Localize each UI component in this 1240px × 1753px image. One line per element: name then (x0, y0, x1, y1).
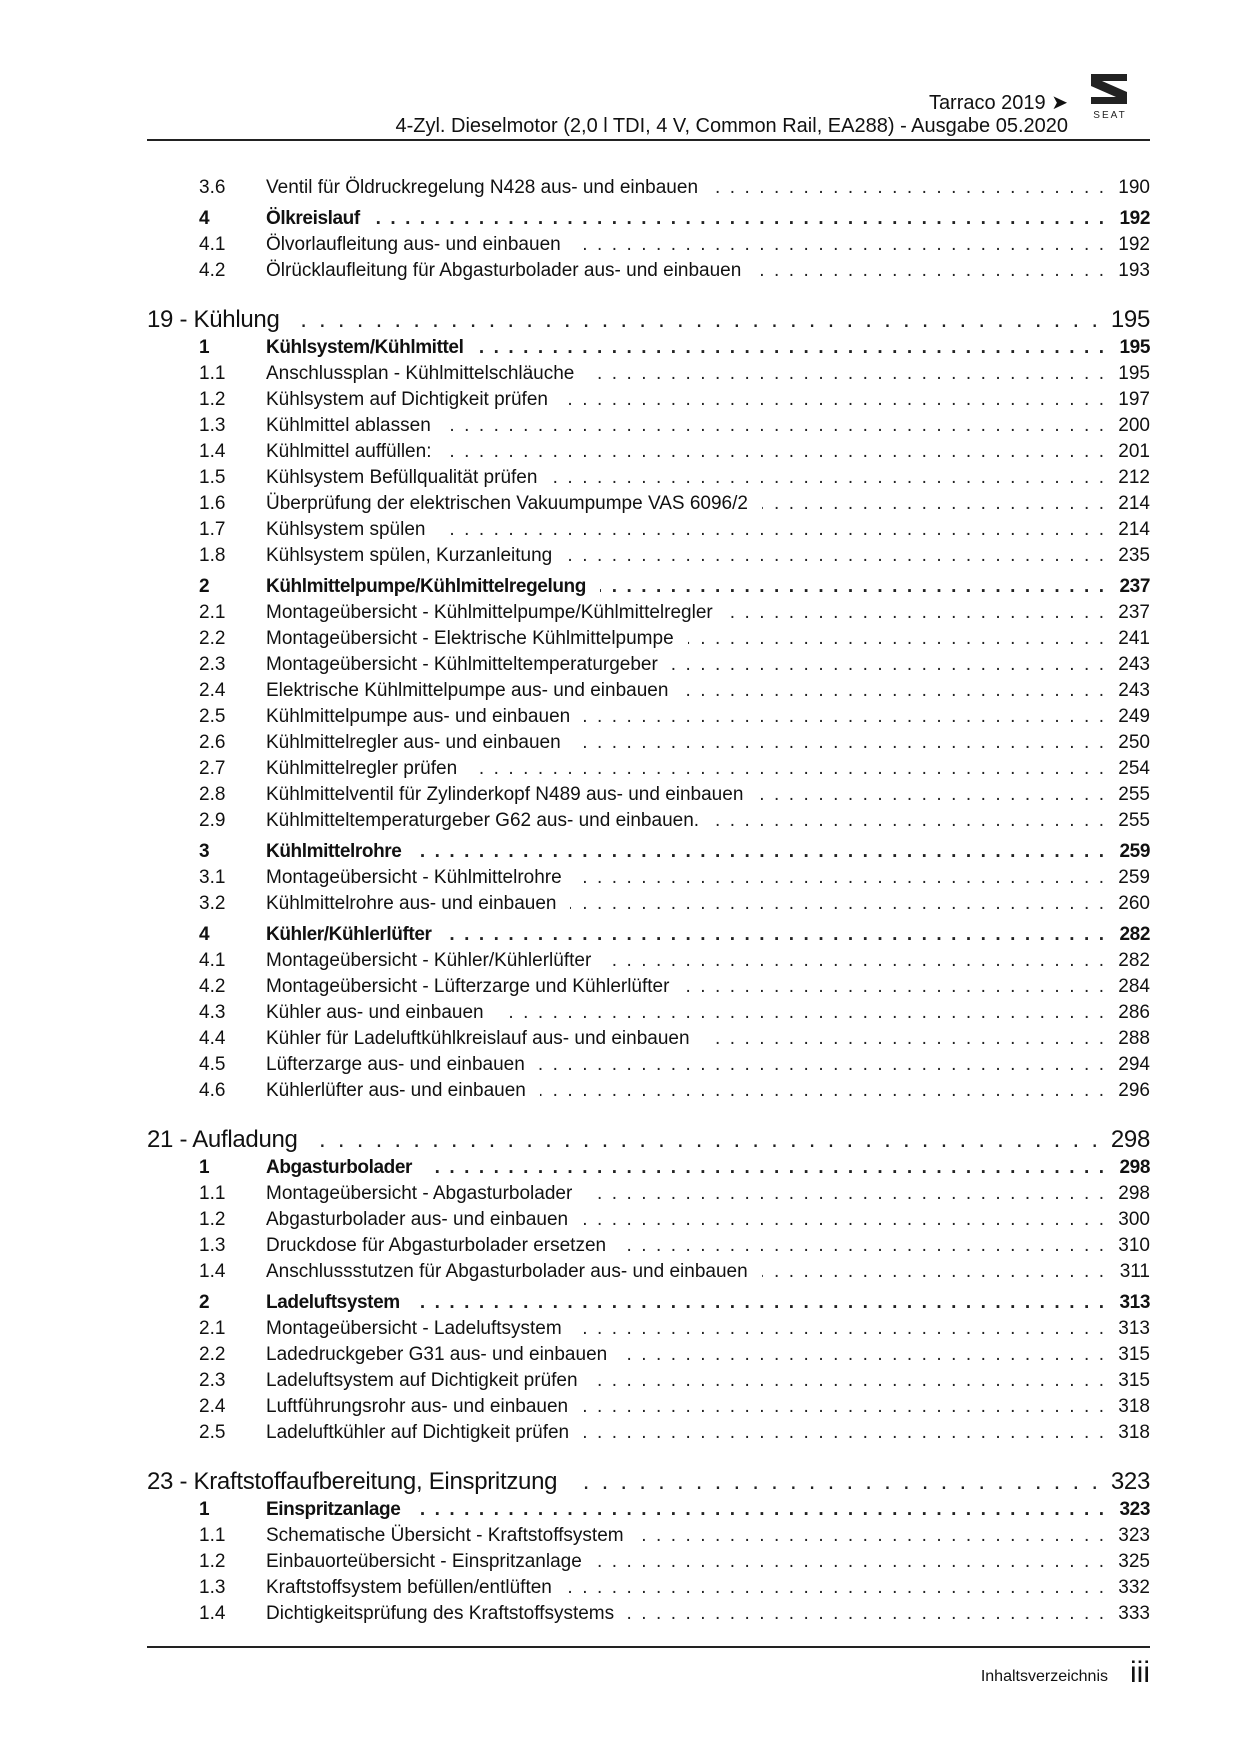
toc-entry[interactable] (147, 782, 1150, 808)
footer-divider (147, 1646, 1150, 1648)
toc-entry[interactable] (147, 1078, 1150, 1104)
dot-leader (584, 706, 1104, 728)
toc-entry[interactable] (147, 808, 1150, 834)
toc-number: 4.1 (199, 950, 226, 971)
dot-leader (621, 1344, 1104, 1366)
toc-number: 1.6 (199, 493, 226, 514)
dot-leader (445, 441, 1104, 463)
dot-leader (477, 337, 1104, 359)
toc-page-number: 333 (1118, 1603, 1150, 1624)
toc-page-number: 300 (1118, 1209, 1150, 1230)
toc-section[interactable] (147, 1155, 1150, 1181)
dot-leader (605, 950, 1104, 972)
dot-leader (571, 1468, 1098, 1496)
toc-number: 2.8 (199, 784, 226, 805)
toc-entry[interactable] (147, 1259, 1150, 1285)
toc-title: Kühlsystem auf Dichtigkeit prüfen (266, 389, 548, 410)
toc-page-number: 318 (1118, 1422, 1150, 1443)
footer-section-name: Inhaltsverzeichnis (980, 1668, 1108, 1685)
toc-page-number: 192 (1118, 234, 1150, 255)
toc-title: Kühlmittelrohre (266, 841, 402, 862)
dot-leader (539, 1054, 1104, 1076)
dot-leader (446, 924, 1104, 946)
toc-number: 2.1 (199, 1318, 226, 1339)
toc-page-number: 284 (1118, 976, 1150, 997)
toc-entry[interactable] (147, 465, 1150, 491)
toc-entry[interactable] (147, 1026, 1150, 1052)
toc-page-number: 241 (1118, 628, 1150, 649)
toc-entry[interactable] (147, 1549, 1150, 1575)
dot-leader (682, 680, 1104, 702)
toc-number: 1.7 (199, 519, 226, 540)
toc-number: 2.2 (199, 1344, 226, 1365)
dot-leader (638, 1525, 1104, 1547)
toc-page-number: 294 (1118, 1054, 1150, 1075)
dot-leader (755, 260, 1104, 282)
table-of-contents (147, 175, 1150, 1627)
toc-section[interactable] (147, 206, 1150, 232)
toc-number: 2.3 (199, 1370, 226, 1391)
toc-title: Kühlsystem spülen, Kurzanleitung (266, 545, 553, 566)
toc-number: 3.1 (199, 867, 226, 888)
toc-chapter[interactable] (147, 304, 1150, 335)
toc-title: Anschlussplan - Kühlmittelschläuche (266, 363, 575, 384)
toc-title: Druckdose für Abgasturbolader ersetzen (266, 1235, 607, 1256)
toc-section[interactable] (147, 839, 1150, 865)
toc-number: 3 (199, 841, 210, 862)
toc-page-number: 197 (1118, 389, 1150, 410)
toc-title: Schematische Übersicht - Kraftstoffsystem (266, 1525, 624, 1546)
toc-entry[interactable] (147, 865, 1150, 891)
toc-title: Montageübersicht - Kühlmittelpumpe/Kühlmittelregler (266, 602, 713, 623)
toc-title: Ölkreislauf (266, 208, 360, 229)
toc-page-number: 250 (1118, 732, 1150, 753)
toc-page-number: 318 (1118, 1396, 1150, 1417)
toc-page-number: 259 (1118, 867, 1150, 888)
toc-page-number: 311 (1119, 1261, 1150, 1282)
toc-page-number: 288 (1118, 1028, 1150, 1049)
dot-leader (414, 1499, 1104, 1521)
toc-page-number: 243 (1118, 654, 1150, 675)
footer-page-number: iii (1130, 1656, 1150, 1689)
toc-title: Einspritzanlage (266, 1499, 401, 1520)
toc-page-number: 325 (1118, 1551, 1150, 1572)
dot-leader (294, 306, 1098, 334)
toc-title: Dichtigkeitsprüfung des Kraftstoffsystems (266, 1603, 615, 1624)
toc-entry[interactable] (147, 1575, 1150, 1601)
toc-number: 4.3 (199, 1002, 226, 1023)
toc-number: 4.5 (199, 1054, 226, 1075)
toc-title: Lüfterzarge aus- und einbauen (266, 1054, 525, 1075)
toc-page-number: 212 (1118, 467, 1150, 488)
toc-title: Kühler für Ladeluftkühlkreislauf aus- und einbauen (266, 1028, 690, 1049)
toc-title: Luftführungsrohr aus- und einbauen (266, 1396, 569, 1417)
toc-title: Abgasturbolader (266, 1157, 413, 1178)
toc-title: Montageübersicht - Kühler/Kühlerlüfter (266, 950, 592, 971)
toc-page-number: 243 (1118, 680, 1150, 701)
toc-page-number: 332 (1118, 1577, 1150, 1598)
toc-page-number: 214 (1118, 519, 1150, 540)
toc-page-number: 237 (1119, 576, 1150, 597)
toc-entry[interactable] (147, 730, 1150, 756)
toc-entry[interactable] (147, 517, 1150, 543)
toc-title: Einbauorteübersicht - Einspritzanlage (266, 1551, 582, 1572)
toc-page-number: 298 (1110, 1125, 1150, 1153)
dot-leader (586, 1183, 1104, 1205)
toc-page-number: 193 (1118, 260, 1150, 281)
toc-page-number: 200 (1118, 415, 1150, 436)
toc-entry[interactable] (147, 1181, 1150, 1207)
toc-title: Kühlmittelregler aus- und einbauen (266, 732, 561, 753)
dot-leader (600, 576, 1104, 598)
toc-title: 23 - Kraftstoffaufbereitung, Einspritzung (147, 1467, 558, 1495)
toc-page-number: 323 (1110, 1467, 1150, 1495)
toc-entry[interactable] (147, 1316, 1150, 1342)
toc-page-number: 235 (1118, 545, 1150, 566)
toc-title: Kühlerlüfter aus- und einbauen (266, 1080, 526, 1101)
toc-entry[interactable] (147, 756, 1150, 782)
toc-page-number: 323 (1118, 1525, 1150, 1546)
toc-chapter[interactable] (147, 1466, 1150, 1497)
dot-leader (683, 976, 1104, 998)
dot-leader (312, 1126, 1098, 1154)
dot-leader (582, 1396, 1104, 1418)
toc-number: 1.1 (199, 363, 226, 384)
toc-title: Kühlmittelpumpe/Kühlmittelregelung (266, 576, 586, 597)
header-title: Tarraco 2019 ➤ (928, 92, 1068, 114)
dot-leader (592, 1370, 1104, 1392)
toc-number: 1.1 (199, 1183, 226, 1204)
toc-number: 4.4 (199, 1028, 226, 1049)
dot-leader (704, 1028, 1104, 1050)
toc-title: Montageübersicht - Elektrische Kühlmittelpumpe (266, 628, 674, 649)
dot-leader (582, 1209, 1104, 1231)
header-subtitle: 4-Zyl. Dieselmotor (2,0 l TDI, 4 V, Common Rail, EA288) - Ausgabe 05.2020 (395, 115, 1068, 137)
toc-page-number: 282 (1119, 924, 1150, 945)
dot-leader (713, 810, 1104, 832)
toc-title: Kühlmittel ablassen (266, 415, 431, 436)
toc-number: 1.3 (199, 415, 226, 436)
toc-entry[interactable] (147, 387, 1150, 413)
toc-entry[interactable] (147, 678, 1150, 704)
toc-page-number: 315 (1118, 1370, 1150, 1391)
toc-number: 1.8 (199, 545, 226, 566)
toc-title: Ladedruckgeber G31 aus- und einbauen (266, 1344, 608, 1365)
dot-leader (712, 177, 1104, 199)
toc-number: 2.2 (199, 628, 226, 649)
toc-title: Kühlsystem Befüllqualität prüfen (266, 467, 538, 488)
toc-entry[interactable] (147, 891, 1150, 917)
dot-leader (688, 628, 1104, 650)
toc-entry[interactable] (147, 1368, 1150, 1394)
toc-entry[interactable] (147, 948, 1150, 974)
toc-title: Kühler aus- und einbauen (266, 1002, 484, 1023)
toc-section[interactable] (147, 574, 1150, 600)
toc-page-number: 255 (1118, 810, 1150, 831)
dot-leader (727, 602, 1104, 624)
toc-title: Ladeluftkühler auf Dichtigkeit prüfen (266, 1422, 570, 1443)
toc-title: Kühlmittelregler prüfen (266, 758, 458, 779)
dot-leader (762, 493, 1104, 515)
toc-title: Ladeluftsystem (266, 1292, 400, 1313)
toc-number: 1.2 (199, 389, 226, 410)
header-divider (147, 139, 1150, 141)
seat-logo-icon (1085, 72, 1135, 120)
dot-leader (762, 1261, 1104, 1283)
toc-page-number: 190 (1118, 177, 1150, 198)
toc-title: Anschlussstutzen für Abgasturbolader aus- und einbauen (266, 1261, 748, 1282)
toc-number: 1.4 (199, 441, 226, 462)
toc-entry[interactable] (147, 258, 1150, 284)
toc-number: 1.5 (199, 467, 226, 488)
toc-entry[interactable] (147, 652, 1150, 678)
toc-number: 1 (199, 1499, 210, 1520)
toc-section[interactable] (147, 1497, 1150, 1523)
toc-page-number: 286 (1118, 1002, 1150, 1023)
dot-leader (583, 1422, 1104, 1444)
toc-number: 1.2 (199, 1551, 226, 1572)
toc-number: 1.3 (199, 1235, 226, 1256)
toc-number: 4.2 (199, 976, 226, 997)
toc-page-number: 192 (1119, 208, 1150, 229)
toc-number: 2.4 (199, 680, 226, 701)
dot-leader (445, 415, 1104, 437)
toc-number: 1.3 (199, 1577, 226, 1598)
dot-leader (540, 1080, 1104, 1102)
toc-title: Kühlmittelpumpe aus- und einbauen (266, 706, 571, 727)
dot-leader (628, 1603, 1104, 1625)
toc-chapter[interactable] (147, 1124, 1150, 1155)
toc-title: Montageübersicht - Ladeluftsystem (266, 1318, 562, 1339)
toc-entry[interactable] (147, 1233, 1150, 1259)
toc-entry[interactable] (147, 1207, 1150, 1233)
dot-leader (576, 1318, 1104, 1340)
dot-leader (566, 1577, 1104, 1599)
toc-page-number: 260 (1118, 893, 1150, 914)
toc-title: Kühler/Kühlerlüfter (266, 924, 432, 945)
toc-page-number: 201 (1118, 441, 1150, 462)
dot-leader (471, 758, 1104, 780)
toc-number: 1.4 (199, 1603, 226, 1624)
toc-entry[interactable] (147, 1342, 1150, 1368)
dot-leader (562, 389, 1104, 411)
toc-entry[interactable] (147, 974, 1150, 1000)
toc-number: 2.7 (199, 758, 226, 779)
dot-leader (551, 467, 1104, 489)
toc-number: 2.9 (199, 810, 226, 831)
toc-entry[interactable] (147, 543, 1150, 569)
dot-leader (757, 784, 1104, 806)
toc-entry[interactable] (147, 491, 1150, 517)
toc-number: 4.2 (199, 260, 226, 281)
dot-leader (374, 208, 1104, 230)
dot-leader (426, 1157, 1104, 1179)
toc-title: Ölvorlaufleitung aus- und einbauen (266, 234, 561, 255)
toc-number: 2.1 (199, 602, 226, 623)
toc-entry[interactable] (147, 704, 1150, 730)
toc-entry[interactable] (147, 600, 1150, 626)
toc-title: Überprüfung der elektrischen Vakuumpumpe VAS 6096/2 (266, 493, 748, 514)
toc-page-number: 195 (1118, 363, 1150, 384)
toc-title: 19 - Kühlung (147, 305, 280, 333)
toc-title: Montageübersicht - Kühlmitteltemperaturgeber (266, 654, 658, 675)
toc-number: 1.4 (199, 1261, 226, 1282)
toc-title: Ladeluftsystem auf Dichtigkeit prüfen (266, 1370, 578, 1391)
toc-number: 4.6 (199, 1080, 226, 1101)
toc-number: 1.2 (199, 1209, 226, 1230)
toc-page-number: 254 (1118, 758, 1150, 779)
toc-page-number: 313 (1118, 1318, 1150, 1339)
dot-leader (575, 732, 1104, 754)
toc-entry[interactable] (147, 1601, 1150, 1627)
toc-title: Kühlmittelrohre aus- und einbauen (266, 893, 557, 914)
toc-entry[interactable] (147, 1052, 1150, 1078)
toc-number: 4 (199, 924, 210, 945)
toc-entry[interactable] (147, 1394, 1150, 1420)
toc-entry[interactable] (147, 1523, 1150, 1549)
toc-title: Montageübersicht - Kühlmittelrohre (266, 867, 562, 888)
toc-page-number: 310 (1118, 1235, 1150, 1256)
dot-leader (596, 1551, 1104, 1573)
dot-leader (439, 519, 1104, 541)
dot-leader (672, 654, 1104, 676)
toc-entry[interactable] (147, 1420, 1150, 1446)
toc-title: Ventil für Öldruckregelung N428 aus- und einbauen (266, 177, 699, 198)
toc-page-number: 315 (1118, 1344, 1150, 1365)
toc-page-number: 323 (1119, 1499, 1150, 1520)
toc-number: 4 (199, 208, 210, 229)
toc-number: 1 (199, 337, 210, 358)
toc-number: 1 (199, 1157, 210, 1178)
toc-title: Kühlmitteltemperaturgeber G62 aus- und einbauen. (266, 810, 700, 831)
toc-section[interactable] (147, 335, 1150, 361)
svg-text:SEAT: SEAT (1093, 110, 1127, 120)
dot-leader (570, 893, 1104, 915)
toc-number: 3.2 (199, 893, 226, 914)
toc-number: 2.5 (199, 1422, 226, 1443)
toc-page-number: 313 (1119, 1292, 1150, 1313)
toc-page-number: 282 (1118, 950, 1150, 971)
toc-number: 2.4 (199, 1396, 226, 1417)
toc-number: 3.6 (199, 177, 226, 198)
toc-page-number: 298 (1119, 1157, 1150, 1178)
toc-section[interactable] (147, 922, 1150, 948)
dot-leader (575, 234, 1104, 256)
toc-entry[interactable] (147, 232, 1150, 258)
toc-page-number: 237 (1118, 602, 1150, 623)
dot-leader (498, 1002, 1104, 1024)
dot-leader (620, 1235, 1104, 1257)
toc-page-number: 249 (1118, 706, 1150, 727)
toc-section[interactable] (147, 1290, 1150, 1316)
dot-leader (588, 363, 1104, 385)
toc-title: Ölrücklaufleitung für Abgasturbolader aus- und einbauen (266, 260, 742, 281)
toc-number: 2.6 (199, 732, 226, 753)
dot-leader (566, 545, 1104, 567)
toc-title: Montageübersicht - Abgasturbolader (266, 1183, 573, 1204)
toc-title: Elektrische Kühlmittelpumpe aus- und einbauen (266, 680, 669, 701)
toc-entry[interactable] (147, 1000, 1150, 1026)
toc-entry[interactable] (147, 439, 1150, 465)
toc-page-number: 298 (1118, 1183, 1150, 1204)
toc-entry[interactable] (147, 626, 1150, 652)
toc-title: 21 - Aufladung (147, 1125, 298, 1153)
toc-number: 2 (199, 1292, 210, 1313)
toc-page-number: 255 (1118, 784, 1150, 805)
toc-number: 2.3 (199, 654, 226, 675)
toc-title: Kraftstoffsystem befüllen/entlüften (266, 1577, 552, 1598)
toc-title: Abgasturbolader aus- und einbauen (266, 1209, 569, 1230)
toc-page-number: 214 (1118, 493, 1150, 514)
toc-number: 2.5 (199, 706, 226, 727)
toc-number: 2 (199, 576, 210, 597)
toc-page-number: 296 (1118, 1080, 1150, 1101)
toc-title: Kühlsystem/Kühlmittel (266, 337, 464, 358)
toc-title: Kühlmittel auffüllen: (266, 441, 432, 462)
toc-title: Kühlsystem spülen (266, 519, 426, 540)
toc-entry[interactable] (147, 413, 1150, 439)
toc-title: Montageübersicht - Lüfterzarge und Kühlerlüfter (266, 976, 670, 997)
toc-page-number: 195 (1110, 305, 1150, 333)
dot-leader (415, 841, 1104, 863)
toc-number: 4.1 (199, 234, 226, 255)
toc-entry[interactable] (147, 175, 1150, 201)
toc-entry[interactable] (147, 361, 1150, 387)
dot-leader (576, 867, 1104, 889)
toc-page-number: 195 (1119, 337, 1150, 358)
dot-leader (414, 1292, 1104, 1314)
toc-number: 1.1 (199, 1525, 226, 1546)
toc-title: Kühlmittelventil für Zylinderkopf N489 aus- und einbauen (266, 784, 744, 805)
toc-page-number: 259 (1119, 841, 1150, 862)
